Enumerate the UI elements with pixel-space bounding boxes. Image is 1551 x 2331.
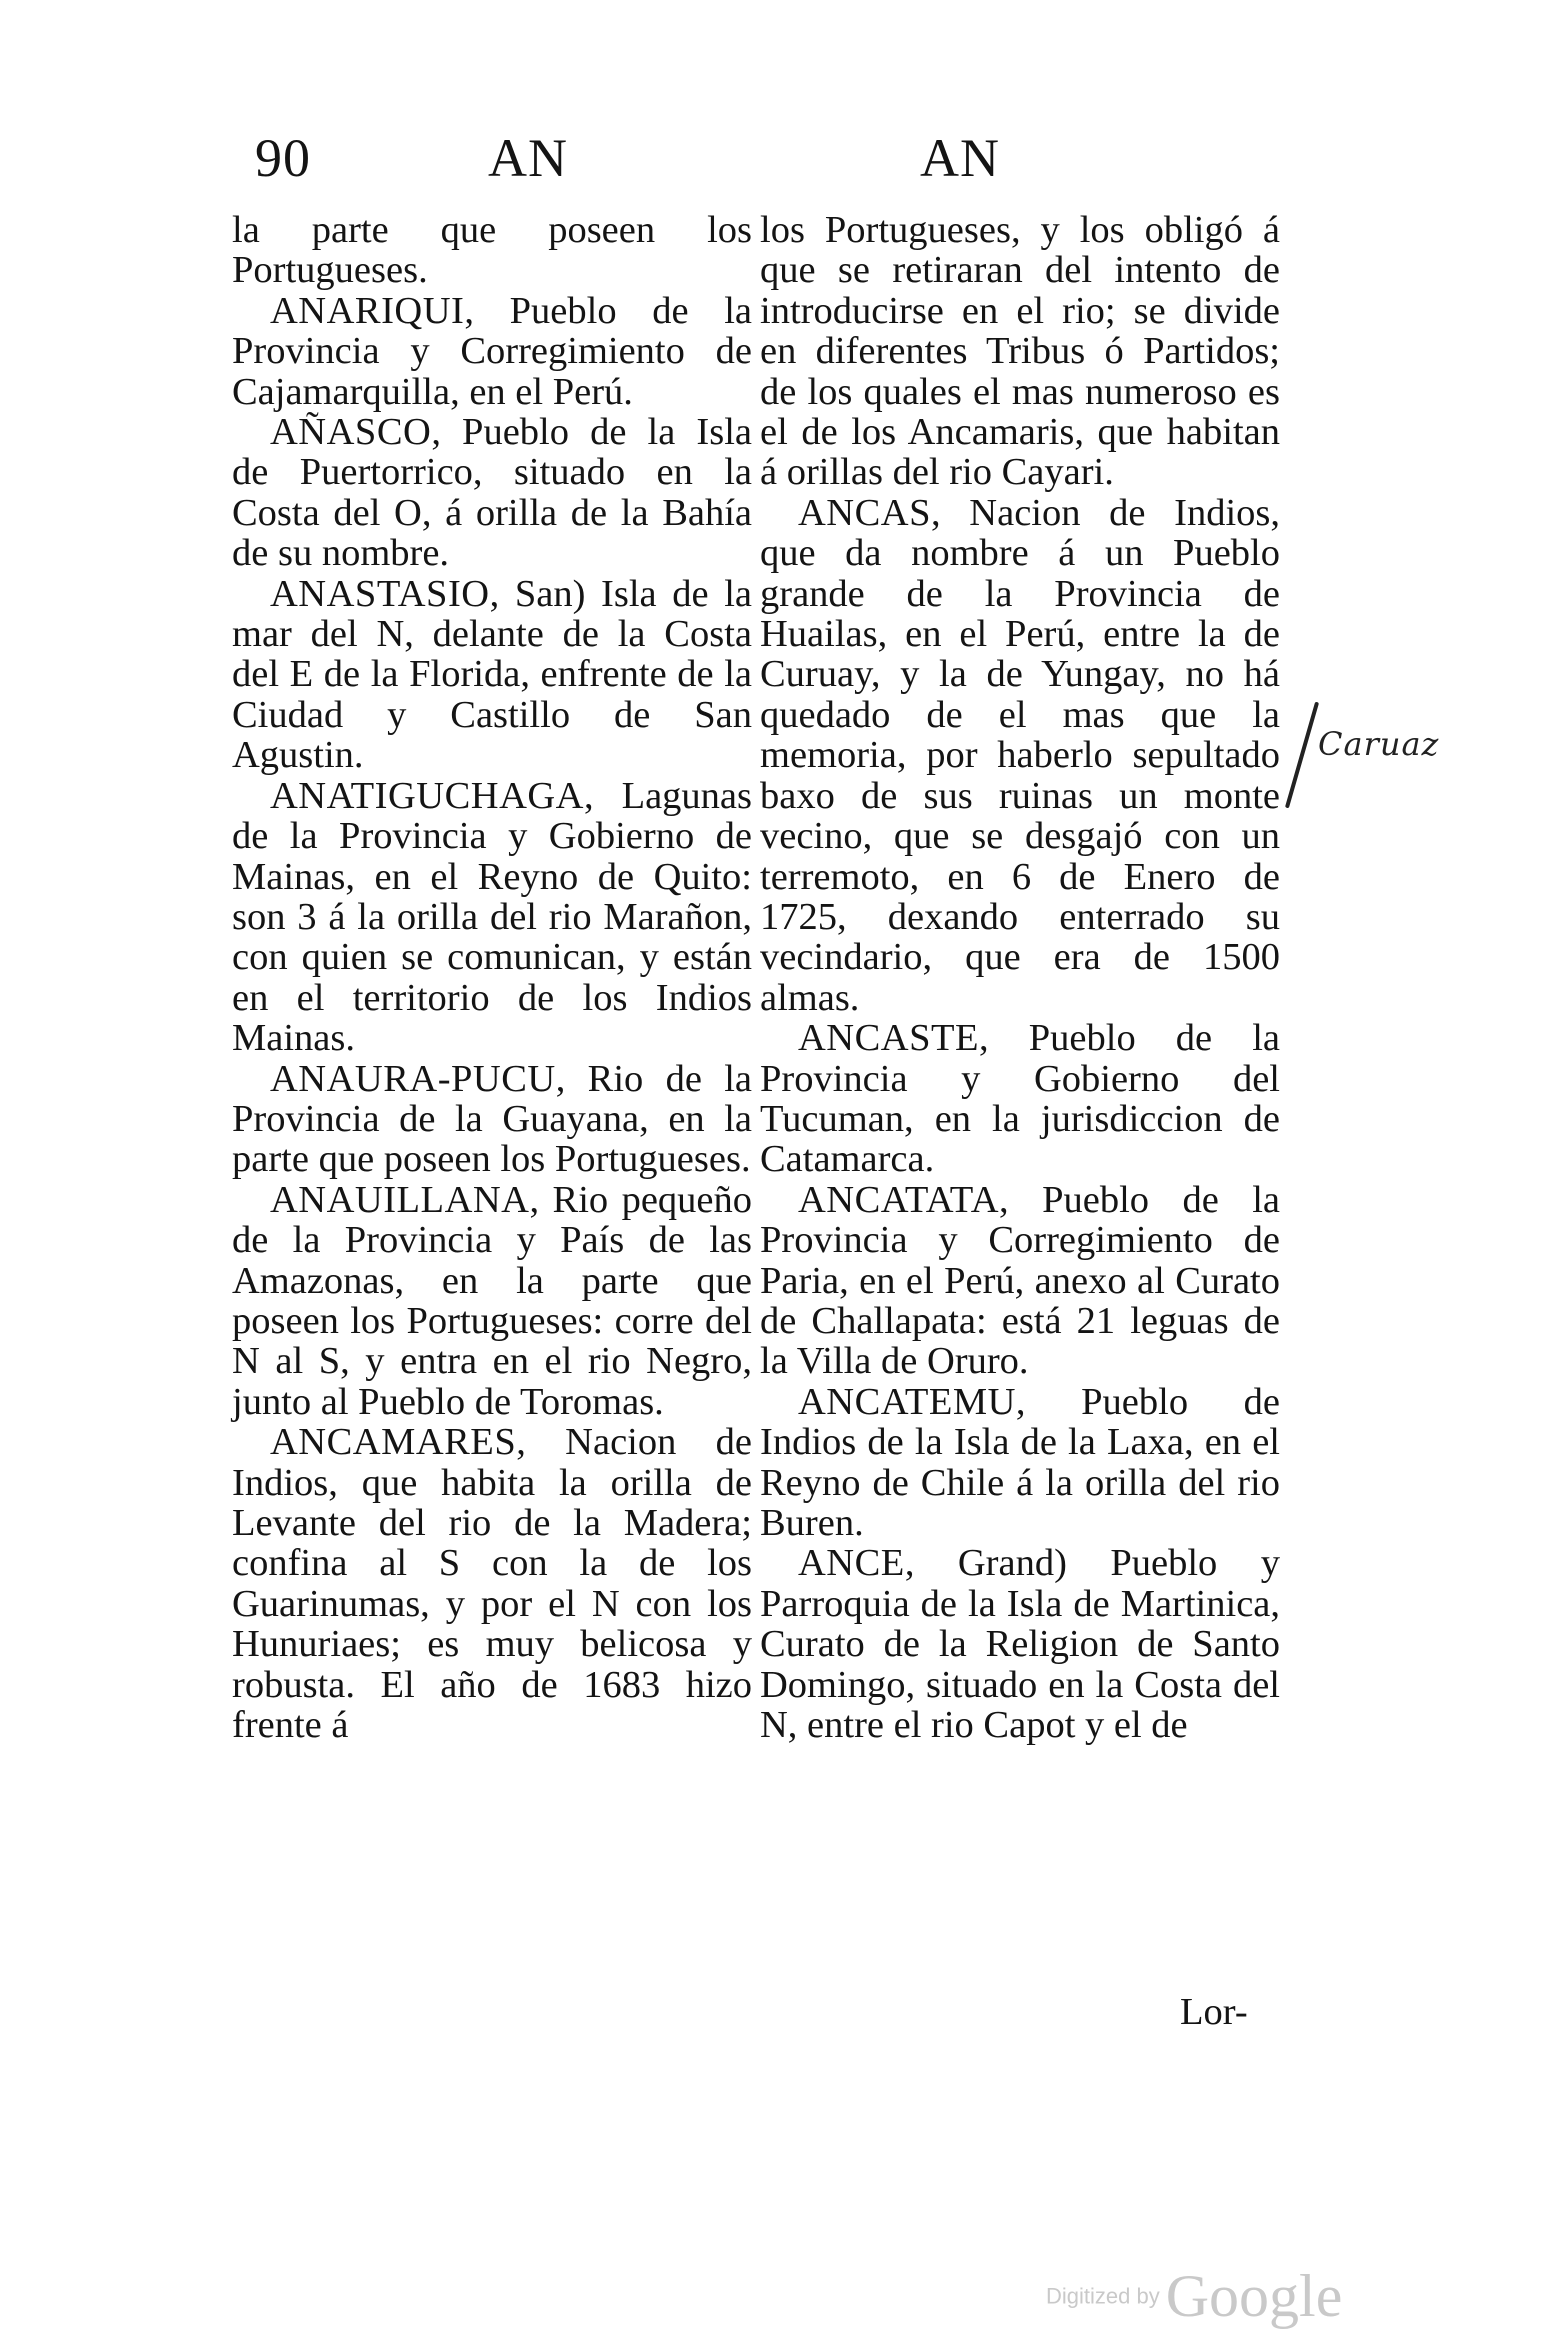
headword: ANATIGUCHAGA [270,774,584,817]
right-running-head: AN [920,128,1000,188]
dictionary-entry: ANATIGUCHAGA, Lagunas de la Provincia y Gobierno de Mainas, en el Reyno de Quito: son 3 á la orilla del rio Marañon, con quien se comunican, y están en el territorio de los Indios Mainas. [232,774,752,1060]
dictionary-entry: la parte que poseen los Portugueses. [232,209,752,292]
watermark-prefix: Digitized by [1046,2283,1160,2309]
handwritten-margin-note: Caruaz [1318,725,1440,763]
dictionary-entry: los Portugueses, y los obligó á que se retiraran del intento de introducirse en el rio; se divide en diferentes Tribus ó Partidos; de los quales el mas numeroso es el de los Ancamaris, que habitan á orillas del rio Cayari. [760,209,1280,494]
headword: ANARIQUI [270,289,465,332]
catchword: Lor- [1180,1991,1248,2033]
headword: AÑASCO [270,411,432,454]
headword: ANAUILLANA [270,1178,530,1221]
margin-mark [1285,702,1319,809]
headword: ANCATATA [798,1178,1000,1221]
headword: ANCATEMU [798,1380,1016,1423]
dictionary-entry: ANAURA-PUCU, Rio de la Provincia de la Guayana, en la parte que poseen los Portugueses. [232,1057,752,1181]
dictionary-entry: ANCAMARES, Nacion de Indios, que habita la orilla de Levante del rio de la Madera; confina al S con la de los Guarinumas, y por el N con los Hunuriaes; es muy belicosa y robusta. El año de 1683 hizo frente á [232,1421,752,1747]
dictionary-entry: ANCASTE, Pueblo de la Provincia y Gobierno del Tucuman, en la jurisdiccion de Catamarca. [760,1017,1280,1181]
dictionary-entry: ANCATATA, Pueblo de la Provincia y Corregimiento de Paria, en el Perú, anexo al Curato de Challapata: está 21 leguas de la Villa de Oruro. [760,1178,1280,1383]
headword: ANCE [798,1542,905,1585]
headword: ANASTASIO [270,572,490,615]
headword: ANCAMARES [270,1421,517,1464]
headword: ANAURA-PUCU [270,1057,556,1100]
left-running-head: AN [488,128,568,188]
google-logo: Google [1165,2263,1343,2329]
page-number: 90 [255,128,311,188]
headword: ANCAS [798,491,932,534]
dictionary-entry: ANCATEMU, Pueblo de Indios de la Isla de la Laxa, en el Reyno de Chile á la orilla del rio Buren. [760,1380,1280,1544]
dictionary-entry: ANCAS, Nacion de Indios, que da nombre á un Pueblo grande de la Provincia de Huailas, en el Perú, entre la de Curuay, y la de Yungay, no há quedado de el mas que la memoria, por haberlo sepultado baxo de sus ruinas un monte vecino, que se desgajó con un terremoto, en 6 de Enero de 1725, dexando enterrado su vecindario, que era de 1500 almas. [760,491,1280,1019]
dictionary-entry: ANCE, Grand) Pueblo y Parroquia de la Isla de Martinica, Curato de la Religion de Santo Domingo, situado en la Costa del N, entre el rio Capot y el de [760,1542,1280,1747]
digitization-watermark [1046,2262,1342,2331]
dictionary-entry: ANASTASIO, San) Isla de la mar del N, delante de la Costa del E de la Florida, enfrente de la Ciudad y Castillo de San Agustin. [232,572,752,777]
right-column [760,210,1280,1745]
dictionary-entry: AÑASCO, Pueblo de la Isla de Puertorrico, situado en la Costa del O, á orilla de la Bahía de su nombre. [232,411,752,575]
dictionary-entry: ANAUILLANA, Rio pequeño de la Provincia y País de las Amazonas, en la parte que poseen los Portugueses: corre del N al S, y entra en el rio Negro, junto al Pueblo de Toromas. [232,1178,752,1423]
headword: ANCASTE [798,1017,980,1060]
dictionary-entry: ANARIQUI, Pueblo de la Provincia y Corregimiento de Cajamarquilla, en el Perú. [232,289,752,413]
left-column [232,210,752,1745]
